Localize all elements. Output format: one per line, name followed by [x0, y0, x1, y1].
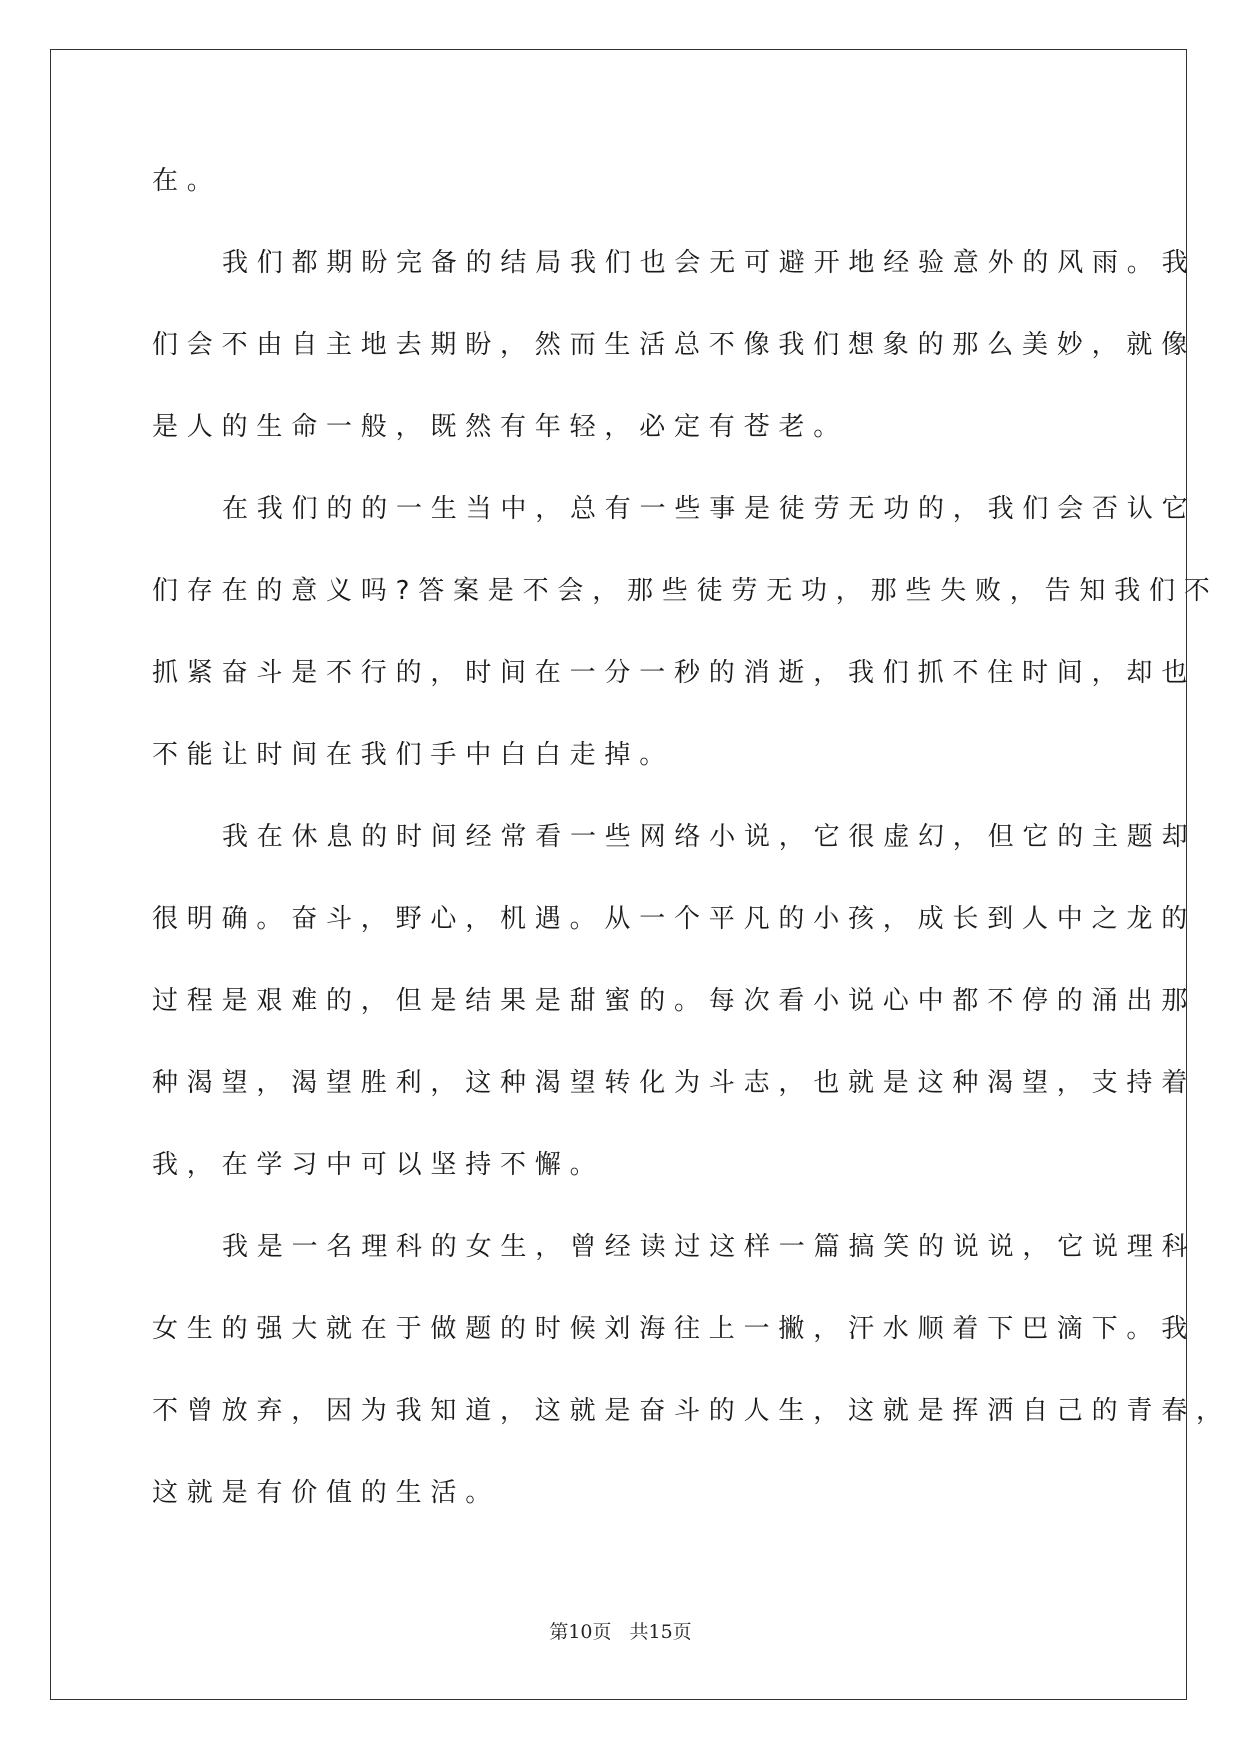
text-line: 女生的强大就在于做题的时候刘海往上一撇，汗水顺着下巴滴下。我: [152, 1314, 1197, 1344]
text-line: 们会不由自主地去期盼，然而生活总不像我们想象的那么美妙，就像: [152, 330, 1197, 360]
text-line: 过程是艰难的，但是结果是甜蜜的。每次看小说心中都不停的涌出那: [152, 986, 1197, 1016]
paragraph-first-line: 我们都期盼完备的结局我们也会无可避开地经验意外的风雨。我: [222, 248, 1197, 278]
text-line: 抓紧奋斗是不行的，时间在一分一秒的消逝，我们抓不住时间，却也: [152, 658, 1197, 688]
text-line: 在。: [152, 166, 222, 196]
paragraph-first-line: 我在休息的时间经常看一些网络小说，它很虚幻，但它的主题却: [222, 822, 1197, 852]
paragraph-first-line: 我是一名理科的女生，曾经读过这样一篇搞笑的说说，它说理科: [222, 1232, 1197, 1262]
text-line: 种渴望，渴望胜利，这种渴望转化为斗志，也就是这种渴望，支持着: [152, 1068, 1197, 1098]
text-line: 不能让时间在我们手中白白走掉。: [152, 740, 675, 770]
text-line: 很明确。奋斗，野心，机遇。从一个平凡的小孩，成长到人中之龙的: [152, 904, 1197, 934]
document-body: [152, 162, 1231, 1512]
text-line: 我，在学习中可以坚持不懈。: [152, 1150, 605, 1180]
page-number-current: 第10页: [549, 1621, 612, 1643]
text-line: 不曾放弃，因为我知道，这就是奋斗的人生，这就是挥洒自己的青春，: [152, 1396, 1231, 1426]
paragraph-first-line: 在我们的的一生当中，总有一些事是徒劳无功的，我们会否认它: [222, 494, 1197, 524]
page-footer: [0, 1620, 1241, 1644]
page-number-total: 共15页: [629, 1621, 692, 1643]
text-line: 们存在的意义吗?答案是不会，那些徒劳无功，那些失败，告知我们不: [152, 576, 1219, 606]
text-line: 是人的生命一般，既然有年轻，必定有苍老。: [152, 412, 849, 442]
text-line: 这就是有价值的生活。: [152, 1478, 501, 1508]
